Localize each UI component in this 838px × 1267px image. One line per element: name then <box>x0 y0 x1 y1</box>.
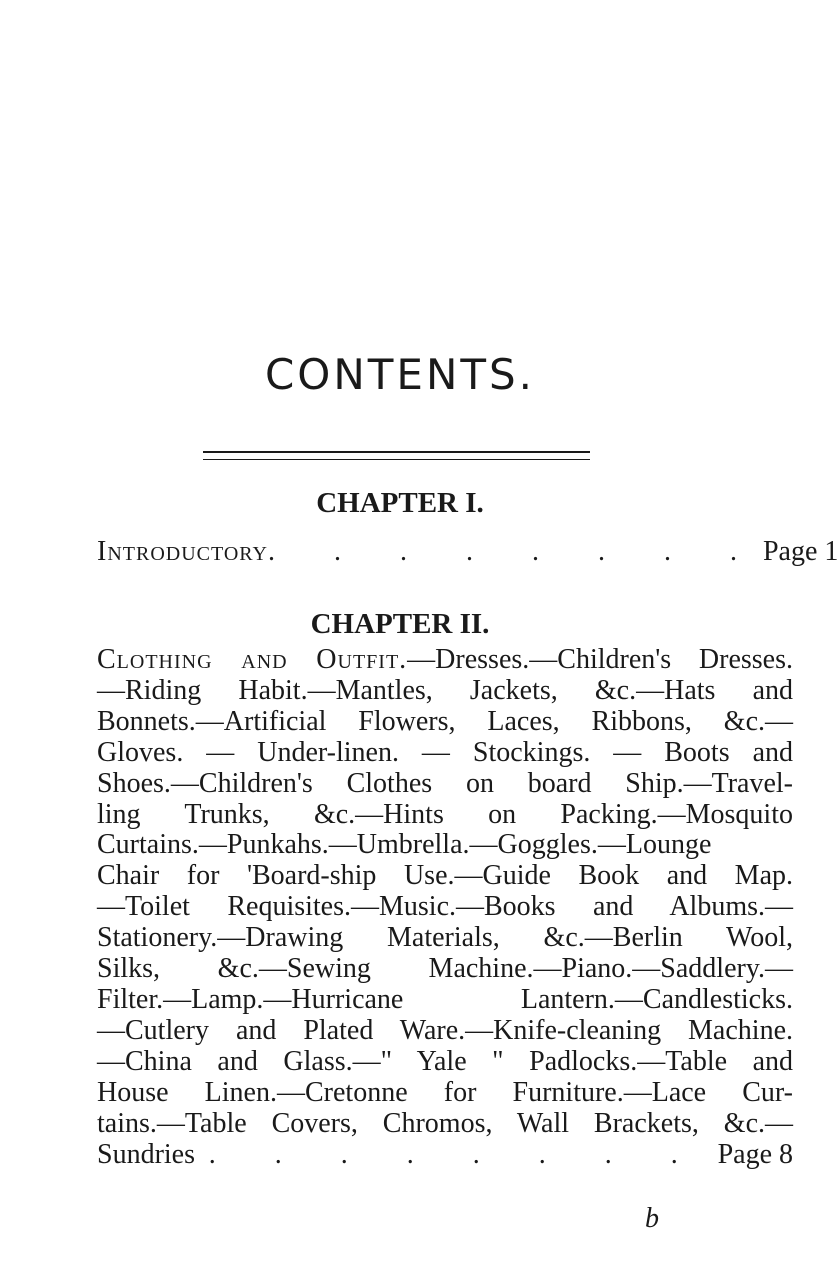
toc-line: Shoes.—Children's Clothes on board Ship.—Travel- <box>97 767 793 799</box>
toc-line: Curtains.—Punkahs.—Umbrella.—Goggles.—Lounge <box>97 829 712 861</box>
toc-line: —Cutlery and Plated Ware.—Knife-cleaning Machine. <box>97 1014 793 1046</box>
toc-line: Gloves. — Under-linen. — Stockings. — Boots and <box>97 736 793 768</box>
toc-entry-sundries <box>97 1140 793 1171</box>
chapter-2-heading: CHAPTER II. <box>310 608 490 640</box>
chapter-1-heading: CHAPTER I. <box>316 487 484 519</box>
dot-leader: . . . . . . . . <box>267 536 763 567</box>
toc-line: tains.—Table Covers, Chromos, Wall Brackets, &c.— <box>97 1107 793 1139</box>
toc-line: Silks, &c.—Sewing Machine.—Piano.—Saddlery.— <box>97 953 793 985</box>
double-rule-divider <box>203 451 590 460</box>
toc-line: —Riding Habit.—Mantles, Jackets, &c.—Hats and <box>97 674 793 706</box>
chapter-2-contents <box>97 645 793 1170</box>
toc-line: ling Trunks, &c.—Hints on Packing.—Mosquito <box>97 798 793 830</box>
page-title: CONTENTS. <box>264 350 536 399</box>
signature-mark: b <box>645 1203 659 1234</box>
toc-line: —Toilet Requisites.—Music.—Books and Albums.— <box>97 891 793 923</box>
toc-page-number: Page 1 <box>762 536 838 567</box>
toc-line: House Linen.—Cretonne for Furniture.—Lace Cur- <box>97 1076 793 1108</box>
toc-entry-introductory <box>97 536 838 568</box>
toc-line: Filter.—Lamp.—Hurricane Lantern.—Candlesticks. <box>97 983 793 1015</box>
toc-line: Stationery.—Drawing Materials, &c.—Berlin Wool, <box>97 922 793 954</box>
dot-leader: . . . . . . . . <box>208 1138 704 1170</box>
toc-entry-title: Introductory <box>97 536 268 567</box>
toc-line: Clothing and Outfit.—Dresses.—Children's Dresses. <box>97 644 793 675</box>
toc-entry-title: Clothing and Outfit. <box>97 644 408 675</box>
toc-line: Chair for 'Board-ship Use.—Guide Book and Map. <box>97 860 793 892</box>
toc-entry-title: Sundries <box>97 1138 195 1170</box>
toc-page-number: Page 8 <box>717 1138 793 1170</box>
toc-line: Bonnets.—Artificial Flowers, Laces, Ribbons, &c.— <box>97 705 793 737</box>
toc-line: —China and Glass.—" Yale " Padlocks.—Table and <box>97 1045 793 1077</box>
